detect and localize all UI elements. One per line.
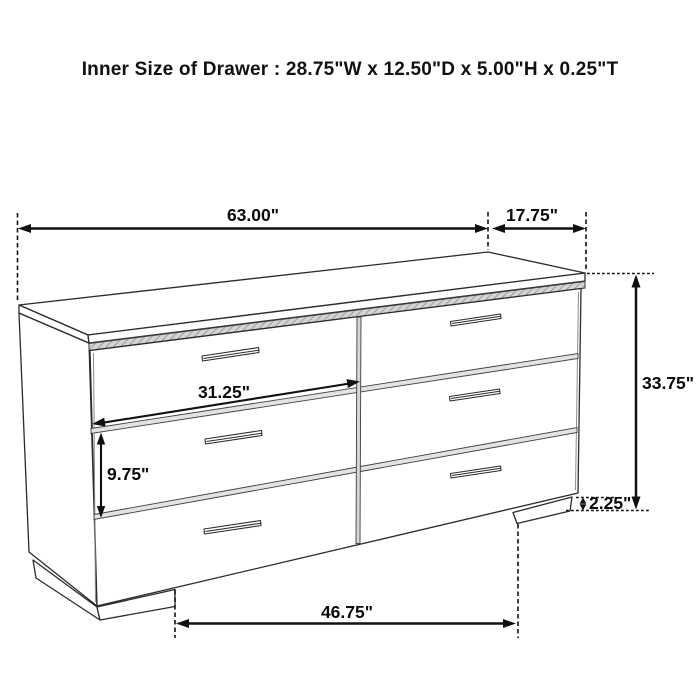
arrowhead-left bbox=[176, 619, 189, 628]
dresser-body bbox=[19, 252, 585, 620]
dim-label-top-depth: 17.75" bbox=[505, 205, 559, 225]
arrowhead-top bbox=[632, 275, 641, 288]
dim-base-height bbox=[576, 493, 631, 513]
side-panel bbox=[19, 313, 97, 606]
arrowhead-left bbox=[492, 224, 505, 233]
dim-label-base-height: 2.25" bbox=[589, 493, 632, 513]
dim-overall-height bbox=[566, 274, 694, 511]
arrowhead-right bbox=[503, 619, 516, 628]
dim-label-drawer-height: 9.75" bbox=[107, 464, 150, 484]
dim-label-top-width: 63.00" bbox=[226, 205, 280, 225]
dim-label-drawer-width: 31.25" bbox=[197, 382, 251, 402]
center-divider bbox=[356, 317, 361, 544]
arrowhead-bottom bbox=[580, 504, 587, 510]
arrowhead-left bbox=[18, 224, 31, 233]
page-title: Inner Size of Drawer : 28.75"W x 12.50"D x 5.00"H x 0.25"T bbox=[81, 59, 619, 80]
dim-label-base-width: 46.75" bbox=[320, 602, 374, 622]
arrowhead-bottom bbox=[632, 497, 641, 510]
arrowhead-right bbox=[573, 224, 586, 233]
arrowhead-top bbox=[580, 498, 587, 504]
arrowhead-right bbox=[475, 224, 488, 233]
dim-label-overall-height: 33.75" bbox=[642, 373, 695, 393]
